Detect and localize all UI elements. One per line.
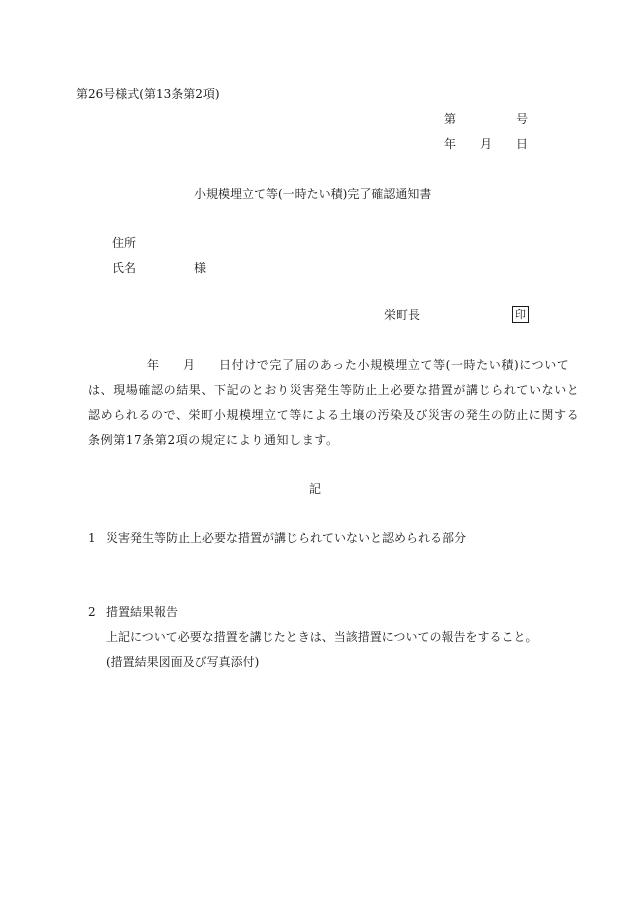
seal-stamp: 印 [512,306,529,323]
ki-heading: 記 [309,482,322,496]
doc-number-dai: 第 [444,112,457,126]
form-number: 第26号様式(第13条第2項) [76,87,220,101]
name-label: 氏名 [112,261,137,275]
doc-number-go: 号 [516,112,529,126]
body-date-month: 月 [183,358,196,372]
item-2-text: 措置結果報告 [106,605,179,619]
issuer-name: 栄町長 [384,308,421,322]
body-line-1: 日付けで完了届のあった小規模埋立て等(一時たい積)について [219,358,570,372]
item-2-detail: 上記について必要な措置を講じたときは、当該措置についての報告をすること。 [106,630,538,644]
body-date-year: 年 [147,358,160,372]
item-1-number: 1 [88,531,96,545]
item-2-number: 2 [88,605,96,619]
honorific: 様 [194,261,207,275]
address-label: 住所 [112,236,137,250]
date-month: 月 [480,137,493,151]
date-year: 年 [444,137,457,151]
date-day: 日 [516,137,529,151]
item-2-note: (措置結果図面及び写真添付) [106,655,260,669]
body-line-2: は、現場確認の結果、下記のとおり災害発生等防止上必要な措置が講じられていないと [88,383,580,397]
body-line-4: 条例第17条第2項の規定により通知します。 [88,433,339,447]
document-title: 小規模埋立て等(一時たい積)完了確認通知書 [194,187,432,201]
item-1-text: 災害発生等防止上必要な措置が講じられていないと認められる部分 [106,531,467,545]
body-line-3: 認められるので、栄町小規模埋立て等による土壌の汚染及び災害の発生の防止に関する [88,408,580,422]
